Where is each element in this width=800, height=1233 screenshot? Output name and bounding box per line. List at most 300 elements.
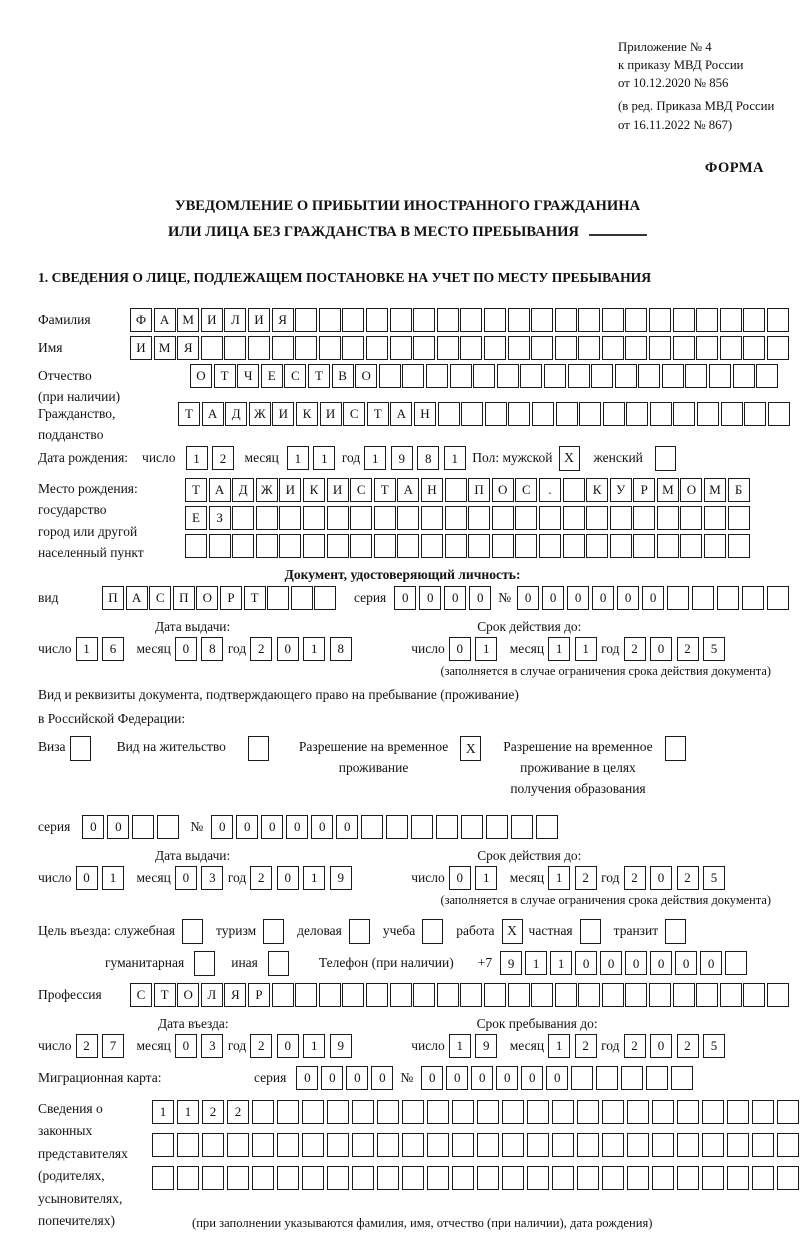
char-cell[interactable] (132, 815, 154, 839)
char-cell[interactable]: А (209, 478, 231, 502)
char-cell[interactable] (413, 336, 435, 360)
char-cell[interactable] (563, 478, 585, 502)
char-cell[interactable]: З (209, 506, 231, 530)
char-cell[interactable] (277, 1133, 299, 1157)
char-cell[interactable] (673, 983, 695, 1007)
purpose-transit-checkbox[interactable] (665, 919, 686, 944)
char-cell[interactable] (756, 364, 778, 388)
char-cell[interactable]: 7 (102, 1034, 124, 1058)
char-cell[interactable]: 8 (201, 637, 223, 661)
char-cell[interactable] (477, 1133, 499, 1157)
char-cell[interactable]: 0 (600, 951, 622, 975)
char-cell[interactable]: О (492, 478, 514, 502)
char-cell[interactable] (531, 336, 553, 360)
char-cell[interactable]: 0 (650, 866, 672, 890)
char-cell[interactable] (602, 1100, 624, 1124)
char-cell[interactable] (402, 1100, 424, 1124)
char-cell[interactable] (377, 1166, 399, 1190)
char-cell[interactable] (319, 336, 341, 360)
char-cell[interactable]: 5 (703, 866, 725, 890)
char-cell[interactable] (539, 506, 561, 530)
char-cell[interactable] (445, 478, 467, 502)
char-cell[interactable]: К (303, 478, 325, 502)
char-cell[interactable] (742, 586, 764, 610)
char-cell[interactable]: Е (261, 364, 283, 388)
char-cell[interactable] (515, 506, 537, 530)
char-cell[interactable]: 0 (277, 866, 299, 890)
char-cell[interactable] (720, 308, 742, 332)
char-cell[interactable] (438, 402, 460, 426)
char-cell[interactable]: И (320, 402, 342, 426)
char-cell[interactable] (252, 1166, 274, 1190)
char-cell[interactable]: 0 (517, 586, 539, 610)
gender-male-checkbox[interactable]: X (559, 446, 580, 471)
char-cell[interactable]: 1 (303, 1034, 325, 1058)
purpose-other-checkbox[interactable] (268, 951, 289, 976)
char-cell[interactable] (227, 1166, 249, 1190)
char-cell[interactable] (426, 364, 448, 388)
char-cell[interactable] (413, 308, 435, 332)
char-cell[interactable]: 0 (449, 637, 471, 661)
char-cell[interactable] (319, 983, 341, 1007)
char-cell[interactable] (743, 308, 765, 332)
char-cell[interactable] (427, 1133, 449, 1157)
char-cell[interactable] (477, 1100, 499, 1124)
char-cell[interactable] (445, 506, 467, 530)
char-cell[interactable]: Л (201, 983, 223, 1007)
char-cell[interactable] (508, 983, 530, 1007)
char-cell[interactable] (352, 1133, 374, 1157)
char-cell[interactable]: Т (178, 402, 200, 426)
char-cell[interactable] (744, 402, 766, 426)
char-cell[interactable] (649, 983, 671, 1007)
char-cell[interactable]: 8 (330, 637, 352, 661)
char-cell[interactable]: 0 (642, 586, 664, 610)
char-cell[interactable] (578, 983, 600, 1007)
char-cell[interactable] (673, 308, 695, 332)
purpose-business-checkbox[interactable] (349, 919, 370, 944)
char-cell[interactable] (633, 534, 655, 558)
char-cell[interactable] (602, 983, 624, 1007)
char-cell[interactable] (185, 534, 207, 558)
char-cell[interactable] (256, 506, 278, 530)
char-cell[interactable] (677, 1100, 699, 1124)
char-cell[interactable] (386, 815, 408, 839)
char-cell[interactable]: Т (214, 364, 236, 388)
char-cell[interactable] (767, 983, 789, 1007)
char-cell[interactable]: 1 (475, 637, 497, 661)
char-cell[interactable] (625, 983, 647, 1007)
char-cell[interactable]: 2 (212, 446, 234, 470)
char-cell[interactable]: 6 (102, 637, 124, 661)
char-cell[interactable]: 2 (677, 866, 699, 890)
char-cell[interactable] (563, 534, 585, 558)
purpose-tourism-checkbox[interactable] (263, 919, 284, 944)
char-cell[interactable]: 2 (624, 866, 646, 890)
char-cell[interactable] (615, 364, 637, 388)
char-cell[interactable] (452, 1100, 474, 1124)
char-cell[interactable]: Ж (249, 402, 271, 426)
char-cell[interactable] (366, 983, 388, 1007)
char-cell[interactable] (692, 586, 714, 610)
char-cell[interactable] (502, 1100, 524, 1124)
char-cell[interactable] (702, 1100, 724, 1124)
char-cell[interactable] (680, 534, 702, 558)
char-cell[interactable] (768, 402, 790, 426)
char-cell[interactable] (728, 534, 750, 558)
char-cell[interactable] (252, 1133, 274, 1157)
char-cell[interactable] (555, 336, 577, 360)
char-cell[interactable]: 1 (444, 446, 466, 470)
char-cell[interactable]: 0 (449, 866, 471, 890)
char-cell[interactable] (727, 1100, 749, 1124)
char-cell[interactable] (342, 983, 364, 1007)
char-cell[interactable]: 0 (546, 1066, 568, 1090)
char-cell[interactable]: О (680, 478, 702, 502)
char-cell[interactable] (411, 815, 433, 839)
char-cell[interactable] (563, 506, 585, 530)
char-cell[interactable]: 0 (296, 1066, 318, 1090)
char-cell[interactable]: 0 (446, 1066, 468, 1090)
char-cell[interactable] (390, 983, 412, 1007)
char-cell[interactable] (578, 336, 600, 360)
char-cell[interactable] (342, 336, 364, 360)
char-cell[interactable] (555, 308, 577, 332)
char-cell[interactable] (437, 336, 459, 360)
char-cell[interactable] (279, 534, 301, 558)
char-cell[interactable] (421, 534, 443, 558)
char-cell[interactable]: 1 (287, 446, 309, 470)
char-cell[interactable] (752, 1133, 774, 1157)
char-cell[interactable] (568, 364, 590, 388)
char-cell[interactable] (596, 1066, 618, 1090)
char-cell[interactable] (421, 506, 443, 530)
char-cell[interactable]: Я (224, 983, 246, 1007)
char-cell[interactable]: 9 (391, 446, 413, 470)
char-cell[interactable]: 8 (417, 446, 439, 470)
char-cell[interactable] (486, 815, 508, 839)
char-cell[interactable] (702, 1166, 724, 1190)
char-cell[interactable]: 0 (421, 1066, 443, 1090)
char-cell[interactable]: М (657, 478, 679, 502)
char-cell[interactable]: А (126, 586, 148, 610)
char-cell[interactable]: 0 (321, 1066, 343, 1090)
char-cell[interactable]: Я (177, 336, 199, 360)
char-cell[interactable] (602, 336, 624, 360)
char-cell[interactable] (366, 336, 388, 360)
char-cell[interactable] (272, 336, 294, 360)
char-cell[interactable] (685, 364, 707, 388)
char-cell[interactable] (397, 534, 419, 558)
char-cell[interactable] (577, 1166, 599, 1190)
char-cell[interactable]: 2 (575, 866, 597, 890)
char-cell[interactable]: 2 (76, 1034, 98, 1058)
char-cell[interactable]: 1 (186, 446, 208, 470)
char-cell[interactable]: 0 (261, 815, 283, 839)
char-cell[interactable] (767, 336, 789, 360)
char-cell[interactable] (673, 402, 695, 426)
char-cell[interactable]: Р (220, 586, 242, 610)
char-cell[interactable]: 2 (250, 1034, 272, 1058)
char-cell[interactable]: А (390, 402, 412, 426)
char-cell[interactable] (497, 364, 519, 388)
char-cell[interactable]: 2 (624, 637, 646, 661)
char-cell[interactable]: 0 (444, 586, 466, 610)
char-cell[interactable] (279, 506, 301, 530)
char-cell[interactable] (704, 534, 726, 558)
char-cell[interactable]: 0 (277, 637, 299, 661)
char-cell[interactable] (696, 336, 718, 360)
char-cell[interactable] (515, 534, 537, 558)
char-cell[interactable]: 0 (419, 586, 441, 610)
char-cell[interactable] (319, 308, 341, 332)
char-cell[interactable] (777, 1133, 799, 1157)
char-cell[interactable] (157, 815, 179, 839)
char-cell[interactable] (552, 1166, 574, 1190)
char-cell[interactable]: 1 (475, 866, 497, 890)
char-cell[interactable] (460, 983, 482, 1007)
char-cell[interactable] (752, 1166, 774, 1190)
char-cell[interactable] (484, 336, 506, 360)
char-cell[interactable]: 0 (575, 951, 597, 975)
char-cell[interactable] (717, 586, 739, 610)
char-cell[interactable] (627, 1133, 649, 1157)
char-cell[interactable] (662, 364, 684, 388)
char-cell[interactable] (437, 983, 459, 1007)
char-cell[interactable]: 1 (152, 1100, 174, 1124)
char-cell[interactable] (277, 1100, 299, 1124)
char-cell[interactable]: 1 (548, 866, 570, 890)
char-cell[interactable] (502, 1133, 524, 1157)
char-cell[interactable] (603, 402, 625, 426)
char-cell[interactable]: К (586, 478, 608, 502)
char-cell[interactable] (484, 308, 506, 332)
char-cell[interactable] (671, 1066, 693, 1090)
char-cell[interactable]: 0 (286, 815, 308, 839)
char-cell[interactable]: . (539, 478, 561, 502)
char-cell[interactable]: У (610, 478, 632, 502)
char-cell[interactable] (352, 1100, 374, 1124)
char-cell[interactable] (527, 1166, 549, 1190)
char-cell[interactable] (202, 1166, 224, 1190)
char-cell[interactable] (627, 1166, 649, 1190)
char-cell[interactable] (577, 1133, 599, 1157)
char-cell[interactable] (302, 1166, 324, 1190)
char-cell[interactable] (437, 308, 459, 332)
char-cell[interactable] (577, 1100, 599, 1124)
char-cell[interactable] (652, 1133, 674, 1157)
char-cell[interactable]: И (130, 336, 152, 360)
char-cell[interactable] (625, 336, 647, 360)
char-cell[interactable]: 0 (371, 1066, 393, 1090)
char-cell[interactable] (704, 506, 726, 530)
purpose-private-checkbox[interactable] (580, 919, 601, 944)
char-cell[interactable] (427, 1100, 449, 1124)
char-cell[interactable]: Н (414, 402, 436, 426)
char-cell[interactable]: 1 (303, 866, 325, 890)
char-cell[interactable]: 0 (346, 1066, 368, 1090)
char-cell[interactable]: С (149, 586, 171, 610)
char-cell[interactable] (652, 1166, 674, 1190)
char-cell[interactable]: С (515, 478, 537, 502)
char-cell[interactable]: 2 (202, 1100, 224, 1124)
char-cell[interactable] (327, 506, 349, 530)
char-cell[interactable]: Р (248, 983, 270, 1007)
char-cell[interactable] (379, 364, 401, 388)
edu-permit-checkbox[interactable] (665, 736, 686, 761)
purpose-work-checkbox[interactable]: X (502, 919, 523, 944)
char-cell[interactable] (461, 815, 483, 839)
purpose-humanitarian-checkbox[interactable] (194, 951, 215, 976)
char-cell[interactable] (314, 586, 336, 610)
char-cell[interactable]: 9 (330, 866, 352, 890)
char-cell[interactable] (502, 1166, 524, 1190)
char-cell[interactable]: Т (374, 478, 396, 502)
char-cell[interactable] (680, 506, 702, 530)
char-cell[interactable] (743, 983, 765, 1007)
char-cell[interactable] (473, 364, 495, 388)
char-cell[interactable] (402, 1166, 424, 1190)
char-cell[interactable] (177, 1166, 199, 1190)
char-cell[interactable]: 9 (330, 1034, 352, 1058)
char-cell[interactable] (327, 1100, 349, 1124)
char-cell[interactable] (702, 1133, 724, 1157)
char-cell[interactable] (727, 1166, 749, 1190)
char-cell[interactable]: 2 (250, 637, 272, 661)
char-cell[interactable] (697, 402, 719, 426)
char-cell[interactable] (602, 1133, 624, 1157)
char-cell[interactable] (571, 1066, 593, 1090)
char-cell[interactable] (374, 534, 396, 558)
char-cell[interactable] (578, 308, 600, 332)
char-cell[interactable] (327, 1133, 349, 1157)
char-cell[interactable] (520, 364, 542, 388)
char-cell[interactable] (302, 1133, 324, 1157)
char-cell[interactable]: Д (232, 478, 254, 502)
char-cell[interactable]: 2 (250, 866, 272, 890)
char-cell[interactable]: 0 (471, 1066, 493, 1090)
char-cell[interactable] (626, 402, 648, 426)
char-cell[interactable] (413, 983, 435, 1007)
char-cell[interactable] (397, 506, 419, 530)
char-cell[interactable] (539, 534, 561, 558)
char-cell[interactable]: 0 (76, 866, 98, 890)
char-cell[interactable]: 1 (548, 637, 570, 661)
char-cell[interactable]: 0 (277, 1034, 299, 1058)
char-cell[interactable]: И (248, 308, 270, 332)
char-cell[interactable]: С (284, 364, 306, 388)
char-cell[interactable] (485, 402, 507, 426)
purpose-study-checkbox[interactable] (422, 919, 443, 944)
char-cell[interactable] (508, 336, 530, 360)
char-cell[interactable]: М (704, 478, 726, 502)
char-cell[interactable] (277, 1166, 299, 1190)
char-cell[interactable]: 1 (364, 446, 386, 470)
char-cell[interactable] (552, 1133, 574, 1157)
char-cell[interactable]: 9 (500, 951, 522, 975)
char-cell[interactable] (177, 1133, 199, 1157)
char-cell[interactable]: 0 (496, 1066, 518, 1090)
char-cell[interactable] (460, 336, 482, 360)
char-cell[interactable] (445, 534, 467, 558)
char-cell[interactable] (252, 1100, 274, 1124)
char-cell[interactable]: Ч (237, 364, 259, 388)
char-cell[interactable]: 0 (700, 951, 722, 975)
char-cell[interactable]: Н (421, 478, 443, 502)
char-cell[interactable] (657, 534, 679, 558)
char-cell[interactable]: Я (272, 308, 294, 332)
char-cell[interactable] (652, 1100, 674, 1124)
char-cell[interactable] (295, 336, 317, 360)
char-cell[interactable]: М (154, 336, 176, 360)
char-cell[interactable] (650, 402, 672, 426)
char-cell[interactable] (508, 402, 530, 426)
residence-permit-checkbox[interactable] (248, 736, 269, 761)
char-cell[interactable] (621, 1066, 643, 1090)
char-cell[interactable]: А (154, 308, 176, 332)
char-cell[interactable]: 1 (550, 951, 572, 975)
char-cell[interactable]: 1 (313, 446, 335, 470)
char-cell[interactable]: 0 (336, 815, 358, 839)
char-cell[interactable] (248, 336, 270, 360)
char-cell[interactable]: 1 (525, 951, 547, 975)
char-cell[interactable] (436, 815, 458, 839)
char-cell[interactable] (586, 534, 608, 558)
char-cell[interactable]: 0 (650, 951, 672, 975)
char-cell[interactable] (460, 308, 482, 332)
char-cell[interactable] (390, 336, 412, 360)
char-cell[interactable] (527, 1133, 549, 1157)
char-cell[interactable]: Л (224, 308, 246, 332)
char-cell[interactable] (657, 506, 679, 530)
char-cell[interactable] (377, 1100, 399, 1124)
char-cell[interactable]: П (102, 586, 124, 610)
char-cell[interactable] (402, 1133, 424, 1157)
char-cell[interactable]: 1 (102, 866, 124, 890)
char-cell[interactable] (361, 815, 383, 839)
char-cell[interactable] (536, 815, 558, 839)
char-cell[interactable]: 0 (650, 1034, 672, 1058)
char-cell[interactable] (586, 506, 608, 530)
char-cell[interactable] (709, 364, 731, 388)
char-cell[interactable] (468, 506, 490, 530)
char-cell[interactable] (303, 506, 325, 530)
char-cell[interactable]: 0 (175, 866, 197, 890)
char-cell[interactable] (352, 1166, 374, 1190)
char-cell[interactable] (733, 364, 755, 388)
char-cell[interactable]: 0 (650, 637, 672, 661)
char-cell[interactable]: 3 (201, 866, 223, 890)
char-cell[interactable] (531, 983, 553, 1007)
char-cell[interactable] (677, 1133, 699, 1157)
char-cell[interactable]: Б (728, 478, 750, 502)
char-cell[interactable] (402, 364, 424, 388)
purpose-official-checkbox[interactable] (182, 919, 203, 944)
char-cell[interactable]: 1 (76, 637, 98, 661)
char-cell[interactable]: П (173, 586, 195, 610)
char-cell[interactable] (638, 364, 660, 388)
char-cell[interactable] (531, 308, 553, 332)
char-cell[interactable] (646, 1066, 668, 1090)
char-cell[interactable] (350, 534, 372, 558)
char-cell[interactable] (720, 336, 742, 360)
char-cell[interactable] (610, 534, 632, 558)
char-cell[interactable]: И (279, 478, 301, 502)
char-cell[interactable]: 2 (624, 1034, 646, 1058)
char-cell[interactable] (303, 534, 325, 558)
char-cell[interactable]: 2 (227, 1100, 249, 1124)
char-cell[interactable]: 0 (175, 637, 197, 661)
